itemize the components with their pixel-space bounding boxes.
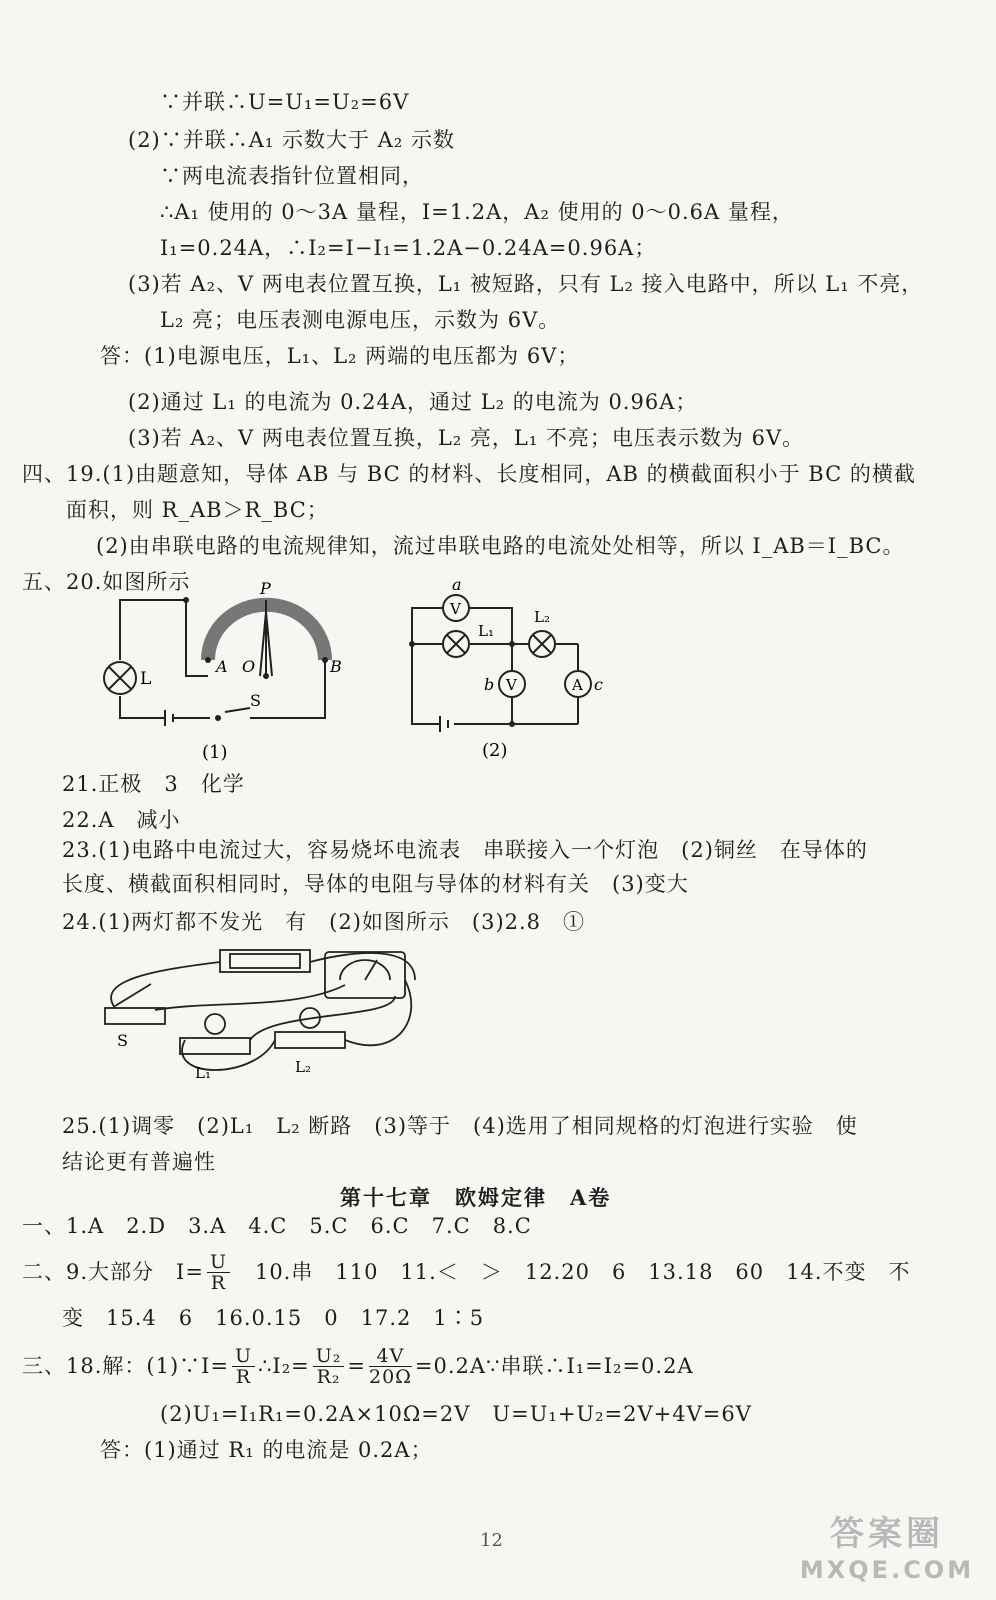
text-segment: =0.2A∵串联∴I₁=I₂=0.2A <box>414 1354 694 1378</box>
ohm-fraction <box>232 1346 255 1387</box>
circuit-figure-1 <box>90 579 360 770</box>
fig1-caption: (1) <box>202 742 228 763</box>
answer-line: 四、19.(1)由题意知，导体 AB 与 BC 的材料、长度相同，AB 的横截面积小于 BC 的横截 <box>22 462 916 486</box>
frac-numerator: U <box>207 1252 230 1273</box>
answer-line: 答：(1)通过 R₁ 的电流是 0.2A； <box>100 1438 433 1462</box>
frac-denominator: 20Ω <box>368 1365 412 1388</box>
answer-line: L₂ 亮；电压表测电源电压，示数为 6V。 <box>160 308 561 332</box>
text-segment: 三、18.解：(1)∵I= <box>22 1354 230 1378</box>
answer-line: (2)∵并联∴A₁ 示数大于 A₂ 示数 <box>128 128 455 152</box>
page-number: 12 <box>480 1530 503 1551</box>
answer-line: 22.A 减小 <box>62 808 181 832</box>
fig2-label-l2: L₂ <box>534 608 550 626</box>
chapter-title: 第十七章 欧姆定律 A卷 <box>340 1185 612 1210</box>
frac-numerator: 4V <box>369 1346 412 1367</box>
watermark-en: MXQE.COM <box>799 1556 975 1584</box>
ohm-fraction <box>207 1252 230 1293</box>
answer-line: 23.(1)电路中电流过大，容易烧坏电流表 串联接入一个灯泡 (2)铜丝 在导体的 <box>62 838 868 862</box>
fig2-meter-a-v: V <box>450 600 461 618</box>
answer-line: (2)通过 L₁ 的电流为 0.24A，通过 L₂ 的电流为 0.96A； <box>128 390 698 414</box>
fig2-label-c: c <box>594 675 603 694</box>
fig1-label-lamp: L <box>140 669 152 689</box>
answer-line: ∵两电流表指针位置相同， <box>160 164 424 188</box>
fig1-label-p: P <box>260 579 271 598</box>
fig2-meter-c-a: A <box>572 676 583 694</box>
wiring-label-l2: L₂ <box>295 1058 311 1076</box>
answer-line: 答：(1)电源电压，L₁、L₂ 两端的电压都为 6V； <box>100 344 580 368</box>
fig1-label-b: B <box>330 657 342 676</box>
answer-line: 长度、横截面积相同时，导体的电阻与导体的材料有关 (3)变大 <box>62 872 689 896</box>
answer-line: 25.(1)调零 (2)L₁ L₂ 断路 (3)等于 (4)选用了相同规格的灯泡进行实验 使 <box>62 1114 858 1138</box>
fig1-label-a: A <box>216 657 228 676</box>
fig2-caption: (2) <box>482 740 508 761</box>
wiring-label-s: S <box>117 1031 128 1050</box>
circuit-figure-2 <box>400 575 603 768</box>
fig2-label-l1: L₁ <box>478 622 494 640</box>
text-segment: ∴I₂= <box>258 1354 310 1378</box>
watermark-cn: 答案圈 <box>830 1514 944 1554</box>
frac-denominator: R₂ <box>316 1365 341 1388</box>
text-segment: 10.串 110 11.＜ ＞ 12.20 6 13.18 60 14.不变 不 <box>232 1260 911 1284</box>
wiring-label-l1: L₁ <box>195 1064 211 1082</box>
answer-line-fraction <box>22 1340 694 1392</box>
answer-line: 一、1.A 2.D 3.A 4.C 5.C 6.C 7.C 8.C <box>22 1214 532 1238</box>
answer-line: 变 15.4 6 16.0.15 0 17.2 1∶5 <box>62 1306 485 1330</box>
answer-line: (3)若 A₂、V 两电表位置互换，L₂ 亮，L₁ 不亮；电压表示数为 6V。 <box>128 426 805 450</box>
answer-line: 24.(1)两灯都不发光 有 (2)如图所示 (3)2.8 ① <box>62 910 586 934</box>
answer-line: (2)U₁=I₁R₁=0.2A×10Ω=2V U=U₁+U₂=2V+4V=6V <box>160 1402 752 1426</box>
answer-line: ∵并联∴U=U₁=U₂=6V <box>160 90 410 114</box>
answer-line: 面积，则 R_AB＞R_BC； <box>66 498 329 522</box>
fig2-label-a: a <box>452 575 462 594</box>
watermark-logo <box>792 1512 982 1592</box>
answer-line: 结论更有普遍性 <box>62 1150 216 1174</box>
value-fraction <box>369 1346 412 1387</box>
i2-fraction <box>313 1346 345 1387</box>
answer-line: (3)若 A₂、V 两电表位置互换，L₁ 被短路，只有 L₂ 接入电路中，所以 L₁ 不亮， <box>128 272 924 296</box>
fig1-label-o: O <box>242 657 256 676</box>
wiring-figure <box>95 940 535 1090</box>
text-segment: 二、9.大部分 I= <box>22 1260 204 1284</box>
frac-denominator: R <box>235 1365 252 1388</box>
text-segment: = <box>347 1354 366 1378</box>
fig2-meter-b-v: V <box>506 676 517 694</box>
frac-numerator: U <box>232 1346 255 1367</box>
frac-numerator: U₂ <box>313 1346 345 1367</box>
answer-line: 21.正极 3 化学 <box>62 772 245 796</box>
answer-line: (2)由串联电路的电流规律知，流过串联电路的电流处处相等，所以 I_AB＝I_BC。 <box>96 534 905 558</box>
answer-line: I₁=0.24A，∴I₂=I−I₁=1.2A−0.24A=0.96A； <box>160 236 657 260</box>
fig2-label-b: b <box>484 675 495 694</box>
answer-line: ∴A₁ 使用的 0～3A 量程，I=1.2A，A₂ 使用的 0～0.6A 量程， <box>160 200 794 224</box>
frac-denominator: R <box>210 1271 227 1294</box>
answer-line: 五、20.如图所示 <box>22 570 191 594</box>
fig1-label-s: S <box>250 691 261 710</box>
answer-line-fraction <box>22 1246 911 1298</box>
